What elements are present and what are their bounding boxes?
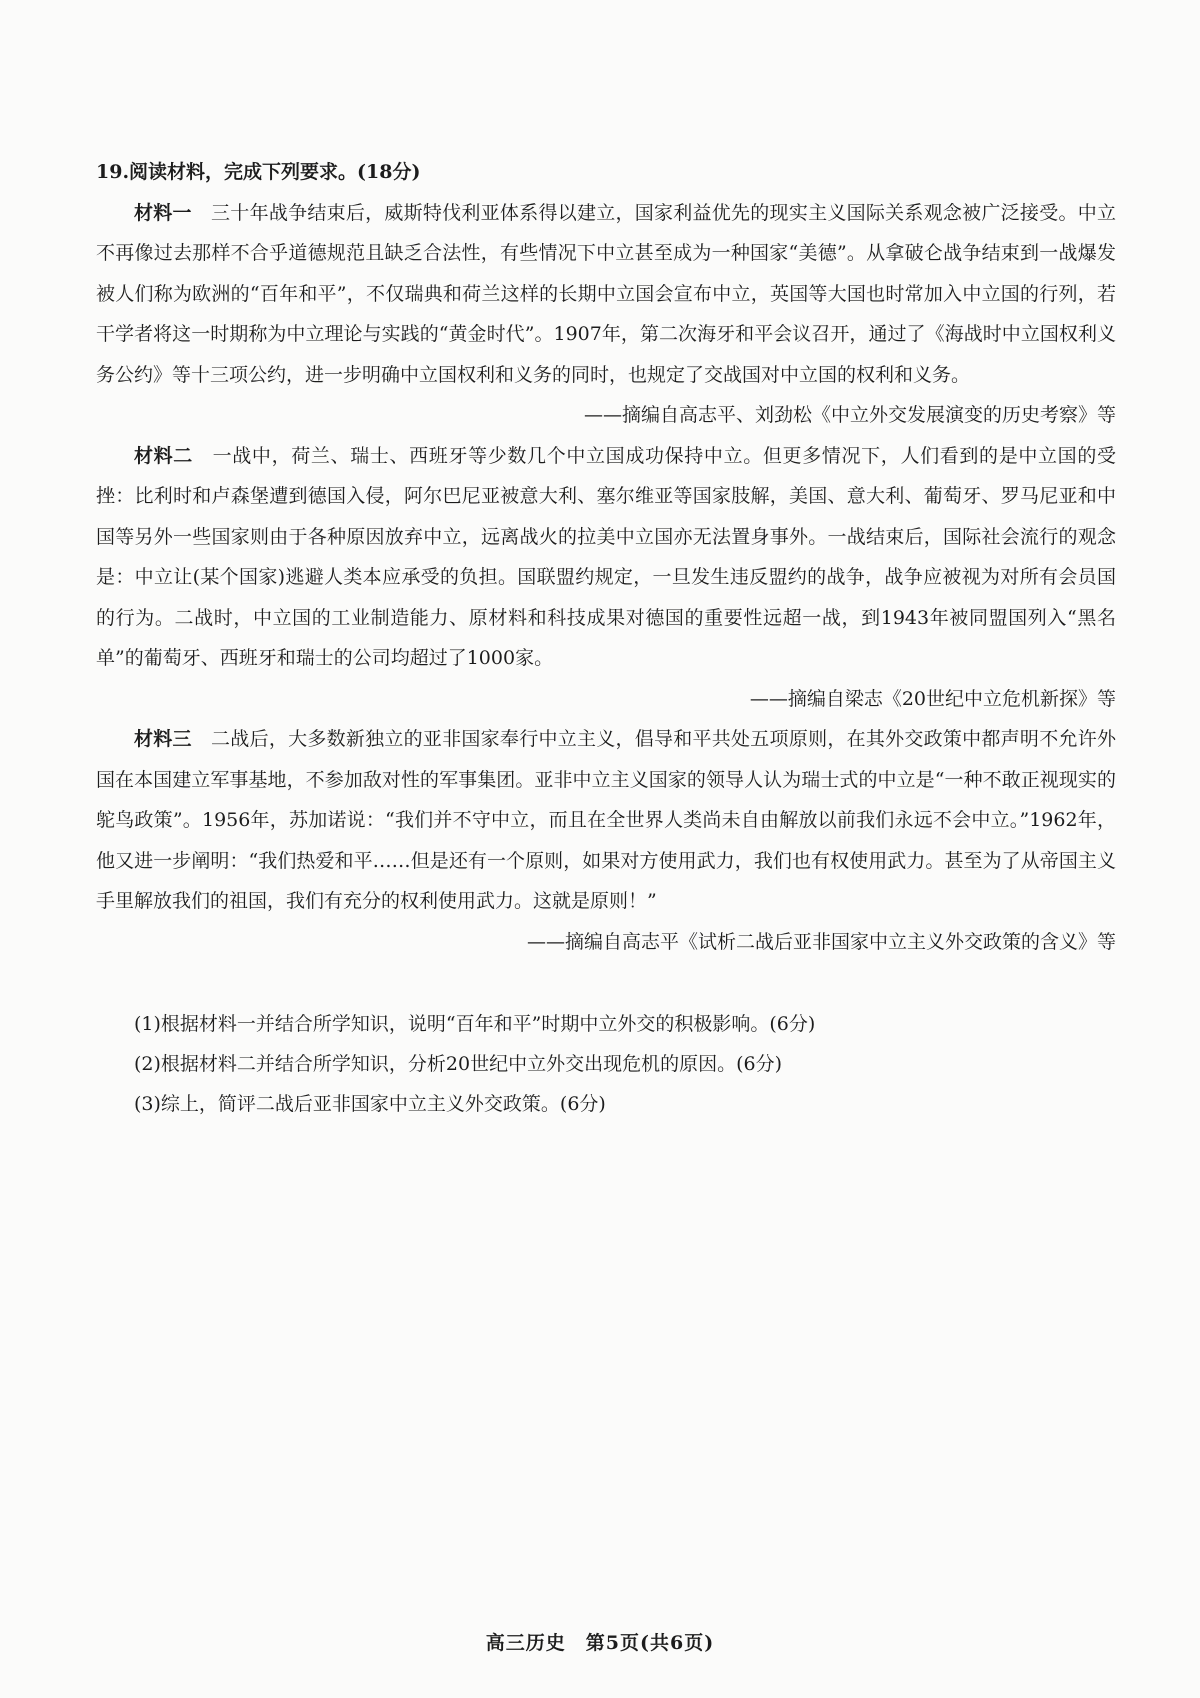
material-text: 一战中，荷兰、瑞士、西班牙等少数几个中立国成功保持中立。但更多情况下，人们看到的是中立国的受挫：比利时和卢森堡遭到德国入侵，阿尔巴尼亚被意大利、塞尔维亚等国家肢解，美国、意大利、葡萄牙、罗马尼亚和中国等另外一些国家则由于各种原因放弃中立，远离战火的拉美中立国亦无法置身事外。一战结束后，国际社会流行的观念是：中立让(某个国家)逃避人类本应承受的负担。国联盟约规定，一旦发生违反盟约的战争，战争应被视为对所有会员国的行为。二战时，中立国的工业制造能力、原材料和科技成果对德国的重要性远超一战，到1943年被同盟国列入“黑名单”的葡萄牙、西班牙和瑞士的公司均超过了1000家。 <box>96 444 1116 669</box>
question-block <box>96 152 1116 1124</box>
material-label: 材料三 <box>134 728 192 750</box>
question-title: 19.阅读材料，完成下列要求。(18分) <box>96 161 421 183</box>
sub-question: (3)综上，简评二战后亚非国家中立主义外交政策。(6分) <box>134 1093 606 1115</box>
sub-question: (2)根据材料二并结合所学知识，分析20世纪中立外交出现危机的原因。(6分) <box>134 1053 783 1075</box>
material-text: 二战后，大多数新独立的亚非国家奉行中立主义，倡导和平共处五项原则，在其外交政策中都声明不允许外国在本国建立军事基地，不参加敌对性的军事集团。亚非中立主义国家的领导人认为瑞士式的中立是“一种不敢正视现实的鸵鸟政策”。1956年，苏加诺说：“我们并不守中立，而且在全世界人类尚未自由解放以前我们永远不会中立。”1962年，他又进一步阐明：“我们热爱和平……但是还有一个原则，如果对方使用武力，我们也有权使用武力。甚至为了从帝国主义手里解放我们的祖国，我们有充分的权利使用武力。这就是原则！” <box>96 728 1116 912</box>
material-source: ——摘编自高志平《试析二战后亚非国家中立主义外交政策的含义》等 <box>526 930 1116 953</box>
material-text: 三十年战争结束后，威斯特伐利亚体系得以建立，国家利益优先的现实主义国际关系观念被广泛接受。中立不再像过去那样不合乎道德规范且缺乏合法性，有些情况下中立甚至成为一种国家“美德”。从拿破仑战争结束到一战爆发被人们称为欧洲的“百年和平”，不仅瑞典和荷兰这样的长期中立国会宣布中立，英国等大国也时常加入中立国的行列，若干学者将这一时期称为中立理论与实践的“黄金时代”。1907年，第二次海牙和平会议召开，通过了《海战时中立国权利义务公约》等十三项公约，进一步明确中立国权利和义务的同时，也规定了交战国对中立国的权利和义务。 <box>96 201 1116 386</box>
sub-question-list <box>96 1004 1116 1124</box>
material-source: ——摘编自高志平、刘劲松《中立外交发展演变的历史考察》等 <box>583 404 1116 426</box>
material-1 <box>96 193 1116 396</box>
material-source: ——摘编自梁志《20世纪中立危机新探》等 <box>749 687 1116 710</box>
page-footer: 高三历史 第5页(共6页) <box>485 1632 715 1654</box>
material-3 <box>96 719 1116 922</box>
sub-question: (1)根据材料一并结合所学知识，说明“百年和平”时期中立外交的积极影响。(6分) <box>134 1013 816 1035</box>
material-label: 材料二 <box>134 444 193 467</box>
material-2 <box>96 436 1116 679</box>
material-label: 材料一 <box>134 201 192 224</box>
